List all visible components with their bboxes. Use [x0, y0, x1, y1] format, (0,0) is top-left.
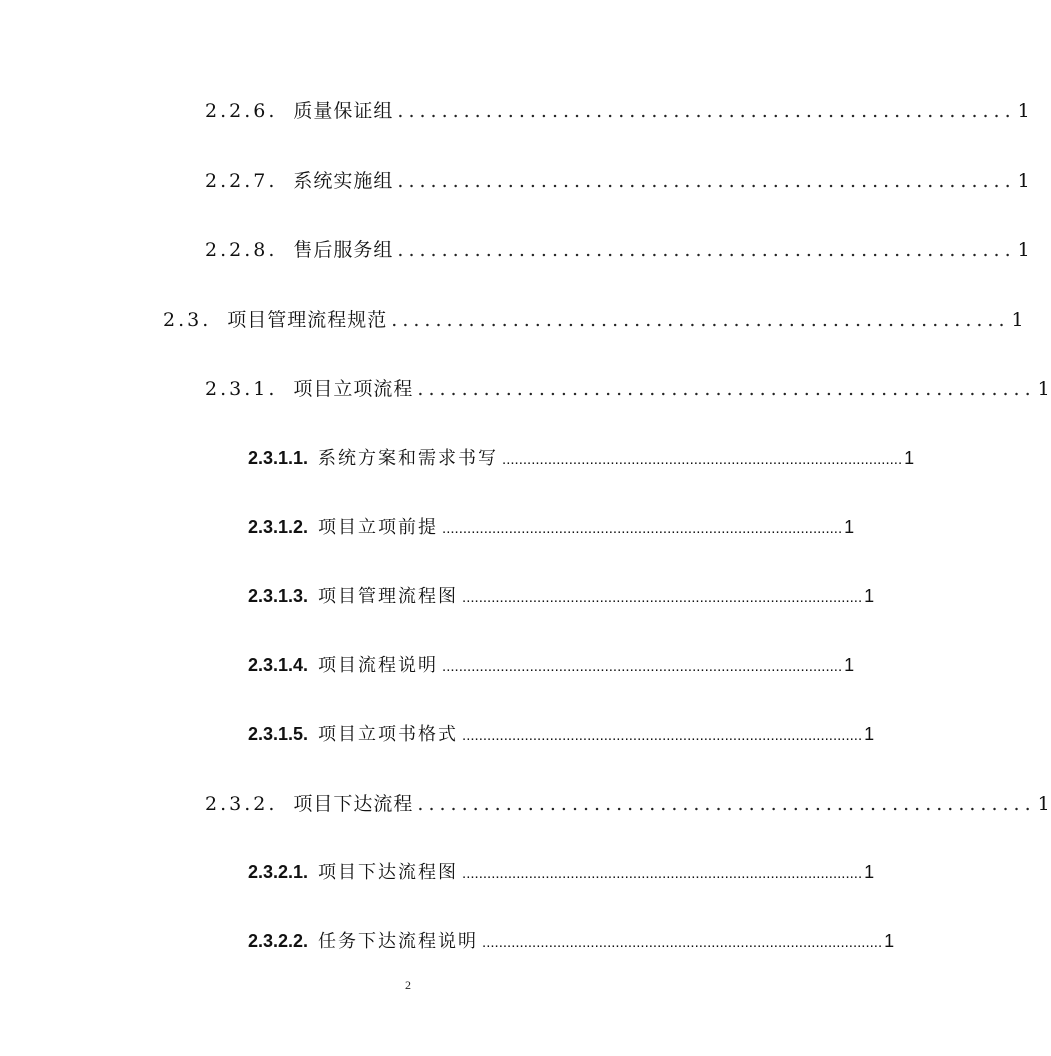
toc-entry[interactable]	[248, 720, 875, 750]
toc-entry[interactable]	[248, 513, 855, 543]
toc-number: 2.2.8.	[205, 239, 278, 261]
dot-leader: ........................................................	[391, 309, 1010, 331]
toc-page-number: 1	[1017, 239, 1031, 261]
toc-title: 项目立项前提	[318, 517, 439, 537]
toc-page-number: 1	[864, 724, 875, 744]
toc-entry[interactable]	[248, 582, 875, 612]
toc-number: 2.3.2.2.	[248, 931, 309, 951]
toc-title: 项目立项流程	[293, 378, 414, 400]
toc-title: 系统方案和需求书写	[318, 448, 499, 468]
toc-number: 2.3.1.3.	[248, 586, 309, 606]
toc-entry[interactable]	[205, 374, 1051, 404]
toc-number: 2.3.1.1.	[248, 448, 309, 468]
toc-title: 项目管理流程图	[318, 586, 459, 606]
dot-leader: ........................................................	[417, 793, 1036, 815]
toc-entry[interactable]	[248, 444, 915, 474]
dot-leader: ................................................................................................	[442, 658, 843, 675]
toc-title: 项目流程说明	[318, 655, 439, 675]
toc-page-number: 1	[864, 586, 875, 606]
toc-title: 质量保证组	[293, 100, 394, 122]
toc-number: 2.3.2.1.	[248, 862, 309, 882]
toc-title: 项目立项书格式	[318, 724, 459, 744]
toc-page-number: 1	[1037, 793, 1051, 815]
toc-entry[interactable]	[248, 858, 875, 888]
dot-leader: ........................................................	[397, 100, 1016, 122]
footer-page-number: 2	[405, 978, 411, 992]
toc-title: 项目管理流程规范	[227, 309, 388, 331]
dot-leader: ........................................................	[397, 239, 1016, 261]
toc-page-number: 1	[904, 448, 915, 468]
toc-title: 售后服务组	[293, 239, 394, 261]
toc-entry[interactable]	[205, 235, 1031, 265]
toc-page-number: 1	[884, 931, 895, 951]
toc-page-number: 1	[1037, 378, 1051, 400]
toc-title: 任务下达流程说明	[318, 931, 479, 951]
toc-number: 2.3.2.	[205, 793, 278, 815]
toc-entry[interactable]	[205, 96, 1031, 126]
toc-entry[interactable]	[248, 927, 895, 957]
toc-title: 系统实施组	[293, 170, 394, 192]
dot-leader: ................................................................................................	[462, 865, 863, 882]
toc-page-number: 1	[864, 862, 875, 882]
toc-number: 2.3.1.2.	[248, 517, 309, 537]
toc-title: 项目下达流程	[293, 793, 414, 815]
toc-page-number: 1	[844, 655, 855, 675]
toc-number: 2.3.1.5.	[248, 724, 309, 744]
toc-number: 2.2.6.	[205, 100, 278, 122]
toc-page-number: 1	[1011, 309, 1025, 331]
dot-leader: ........................................................	[417, 378, 1036, 400]
toc-entry[interactable]	[163, 305, 1025, 335]
toc-number: 2.3.1.	[205, 378, 278, 400]
toc-number: 2.2.7.	[205, 170, 278, 192]
dot-leader: ................................................................................................	[502, 451, 903, 468]
dot-leader: ................................................................................................	[482, 934, 883, 951]
toc-page-number: 1	[844, 517, 855, 537]
toc-entry[interactable]	[205, 789, 1051, 819]
dot-leader: ................................................................................................	[442, 520, 843, 537]
toc-entry[interactable]	[205, 166, 1031, 196]
toc-number: 2.3.1.4.	[248, 655, 309, 675]
toc-number: 2.3.	[163, 309, 212, 331]
toc-title: 项目下达流程图	[318, 862, 459, 882]
dot-leader: ................................................................................................	[462, 727, 863, 744]
toc-page-number: 1	[1017, 100, 1031, 122]
dot-leader: ........................................................	[397, 170, 1016, 192]
toc-page-number: 1	[1017, 170, 1031, 192]
toc-entry[interactable]	[248, 651, 855, 681]
dot-leader: ................................................................................................	[462, 589, 863, 606]
